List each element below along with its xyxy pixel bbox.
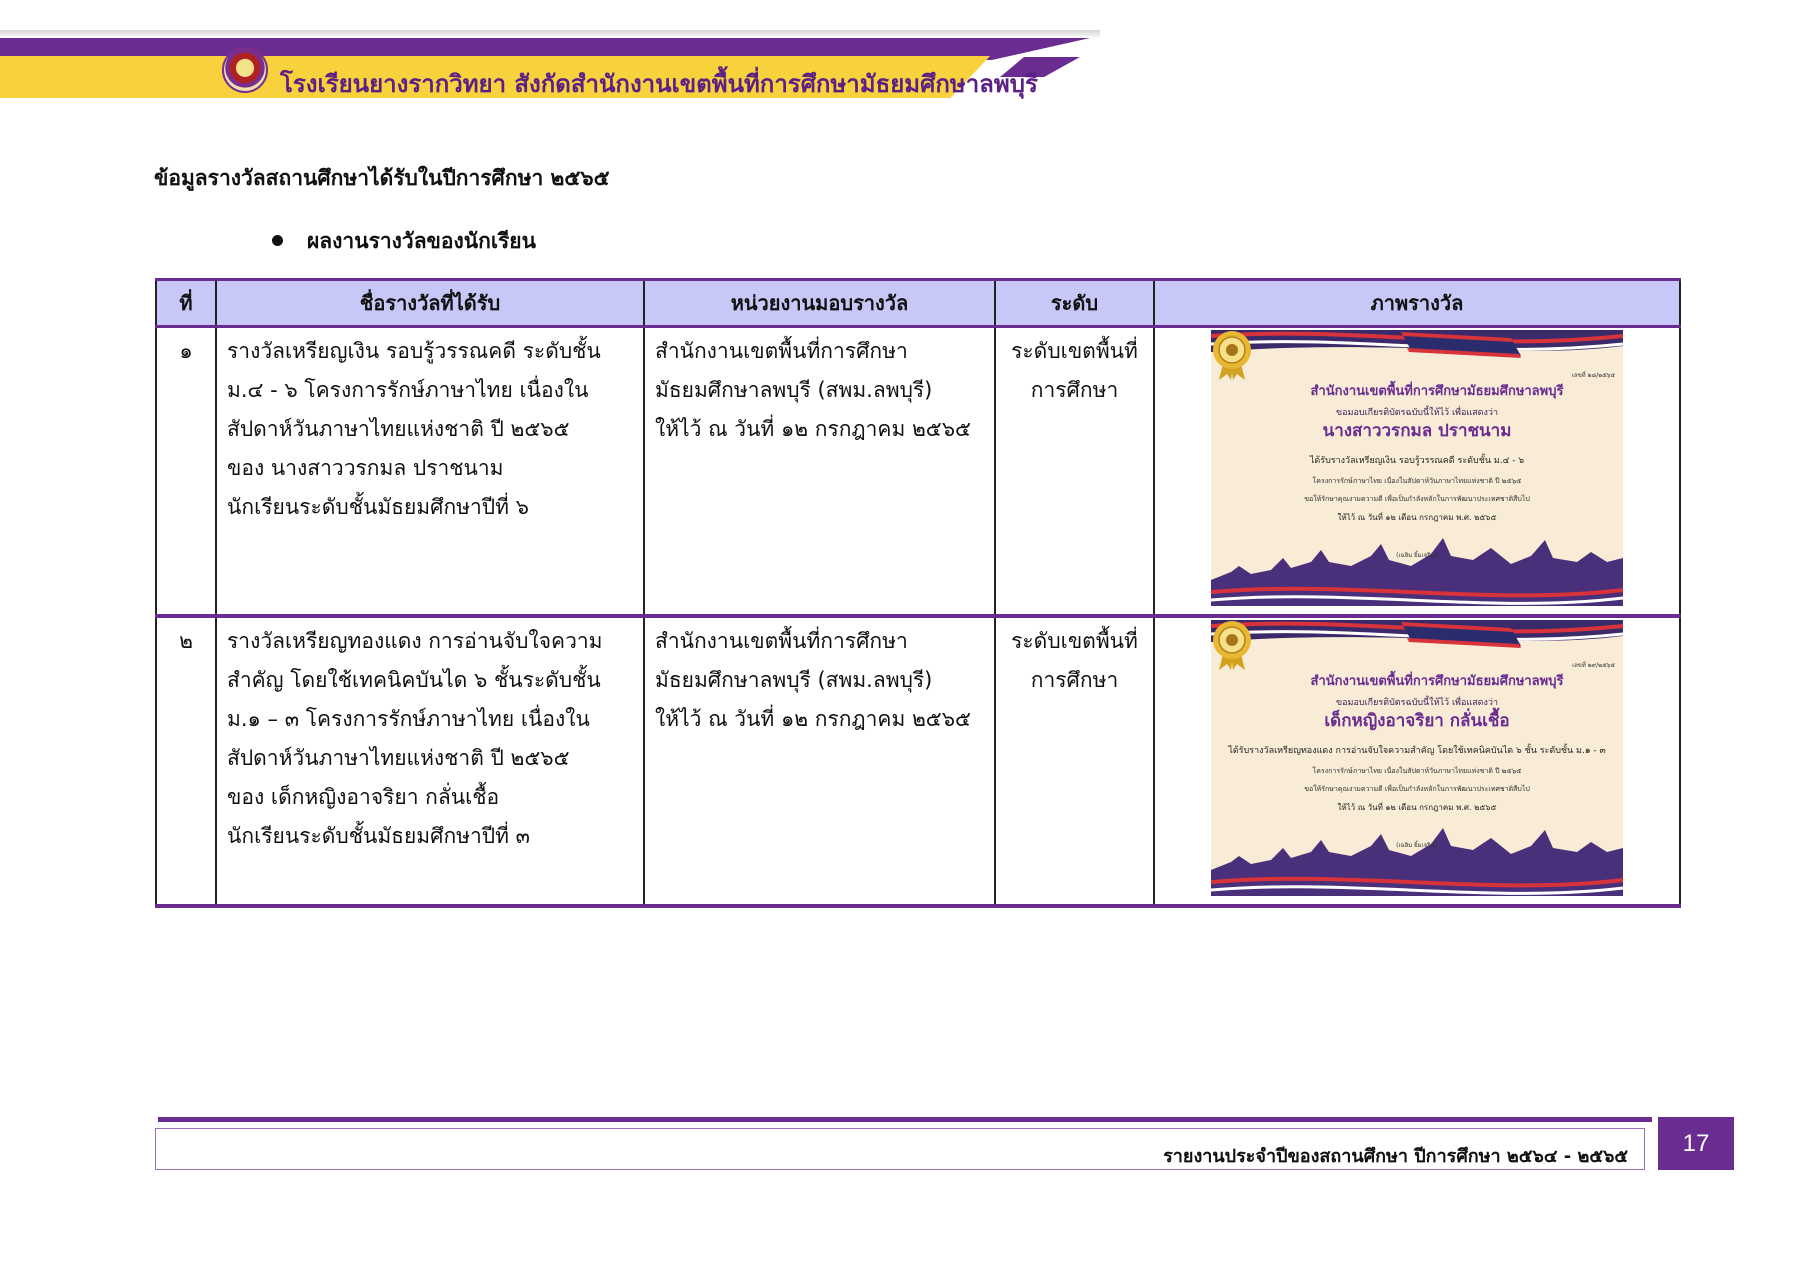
award-line: รางวัลเหรียญเงิน รอบรู้วรรณคดี ระดับชั้น	[227, 339, 601, 363]
agency-line: ให้ไว้ ณ วันที่ ๑๒ กรกฎาคม ๒๕๖๕	[655, 707, 971, 731]
bullet-heading: ผลงานรางวัลของนักเรียน	[307, 229, 536, 253]
award-line: นักเรียนระดับชั้นมัธยมศึกษาปีที่ ๖	[227, 495, 529, 519]
certificate-recipient: นางสาววรกมล ปราชนาม	[1322, 421, 1512, 441]
header-cell-number: ที่	[156, 280, 216, 327]
agency-line: สำนักงานเขตพื้นที่การศึกษา	[655, 629, 908, 653]
agency-cell	[644, 616, 995, 906]
award-line: รางวัลเหรียญทองแดง การอ่านจับใจความ	[227, 629, 603, 653]
award-line: สัปดาห์วันภาษาไทยแห่งชาติ ปี ๒๕๖๕	[227, 417, 570, 441]
award-line: ของ เด็กหญิงอาจริยา กลั่นเชื้อ	[227, 785, 500, 809]
school-title: โรงเรียนยางรากวิทยา สังกัดสำนักงานเขตพื้นที่การศึกษามัธยมศึกษาลพบุรี	[280, 69, 1038, 98]
table-header-row	[156, 280, 1680, 327]
agency-line: ให้ไว้ ณ วันที่ ๑๒ กรกฎาคม ๒๕๖๕	[655, 417, 971, 441]
header-cell-award: ชื่อรางวัลที่ได้รับ	[216, 280, 644, 327]
certificate-date: ให้ไว้ ณ วันที่ ๑๒ เดือน กรกฎาคม พ.ศ. ๒๕๖๕	[1337, 803, 1497, 812]
certificate-intro: ขอมอบเกียรติบัตรฉบับนี้ให้ไว้ เพื่อแสดงว่า	[1335, 698, 1498, 708]
award-name-cell	[216, 616, 644, 906]
certificate-intro: ขอมอบเกียรติบัตรฉบับนี้ให้ไว้ เพื่อแสดงว่า	[1335, 408, 1498, 418]
header-cell-agency: หน่วยงานมอบรางวัล	[644, 280, 995, 327]
certificate-wish: ขอให้รักษาคุณงามความดี เพื่อเป็นกำลังหลักในการพัฒนาประเทศชาติสืบไป	[1304, 495, 1530, 503]
header-shadow	[0, 30, 1100, 38]
award-line: ม.๔ - ๖ โครงการรักษ์ภาษาไทย เนื่องใน	[227, 378, 589, 402]
footer-box	[155, 1128, 1645, 1170]
level-cell	[995, 616, 1154, 906]
certificate-award: ได้รับรางวัลเหรียญเงิน รอบรู้วรรณคดี ระดับชั้น ม.๔ - ๖	[1309, 456, 1525, 466]
agency-line: มัธยมศึกษาลพบุรี (สพม.ลพบุรี)	[655, 378, 933, 402]
certificate-image-cell	[1154, 616, 1680, 906]
agency-line: สำนักงานเขตพื้นที่การศึกษา	[655, 339, 908, 363]
level-line: ระดับเขตพื้นที่	[1011, 629, 1138, 653]
certificate-org: สำนักงานเขตพื้นที่การศึกษามัธยมศึกษาลพบุรี	[1310, 674, 1564, 689]
level-line: การศึกษา	[1030, 378, 1119, 402]
level-line: ระดับเขตพื้นที่	[1011, 339, 1138, 363]
certificate-number: เลขที่ ๒๘/๒๕๖๕	[1571, 372, 1615, 379]
row-number: ๒	[156, 616, 216, 906]
table-row	[156, 327, 1680, 617]
certificate-wish: ขอให้รักษาคุณงามความดี เพื่อเป็นกำลังหลักในการพัฒนาประเทศชาติสืบไป	[1304, 785, 1530, 793]
certificate-recipient: เด็กหญิงอาจริยา กลั่นเชื้อ	[1324, 711, 1510, 731]
bullet-icon	[272, 235, 283, 246]
award-line: สำคัญ โดยใช้เทคนิคบันได ๖ ชั้นระดับชั้น	[227, 668, 601, 692]
certificate-image	[1211, 620, 1623, 896]
certificate-image	[1211, 330, 1623, 606]
award-name-cell	[216, 327, 644, 617]
footer-report-title: รายงานประจำปีของสถานศึกษา ปีการศึกษา ๒๕๖๔ - ๒๕๖๕	[1163, 1146, 1628, 1167]
certificate-number: เลขที่ ๒๙/๒๕๖๕	[1572, 662, 1615, 669]
table-row	[156, 616, 1680, 906]
certificate-image-cell	[1154, 327, 1680, 617]
award-line: ม.๑ – ๓ โครงการรักษ์ภาษาไทย เนื่องใน	[227, 707, 590, 731]
header-cell-level: ระดับ	[995, 280, 1154, 327]
award-line: นักเรียนระดับชั้นมัธยมศึกษาปีที่ ๓	[227, 824, 531, 848]
header-cell-image: ภาพรางวัล	[1154, 280, 1680, 327]
award-line: ของ นางสาววรกมล ปราชนาม	[227, 456, 504, 480]
awards-table	[155, 278, 1681, 908]
certificate-date: ให้ไว้ ณ วันที่ ๑๒ เดือน กรกฎาคม พ.ศ. ๒๕๖๕	[1337, 513, 1497, 522]
certificate-signer: (เฉลิม ยิ้มเจริญ)	[1396, 552, 1438, 559]
certificate-project: โครงการรักษ์ภาษาไทย เนื่องในสัปดาห์วันภาษาไทยแห่งชาติ ปี ๒๕๖๕	[1312, 767, 1522, 775]
award-line: สัปดาห์วันภาษาไทยแห่งชาติ ปี ๒๕๖๕	[227, 746, 570, 770]
certificate-project: โครงการรักษ์ภาษาไทย เนื่องในสัปดาห์วันภาษาไทยแห่งชาติ ปี ๒๕๖๕	[1312, 477, 1522, 485]
level-cell	[995, 327, 1154, 617]
agency-line: มัธยมศึกษาลพบุรี (สพม.ลพบุรี)	[655, 668, 933, 692]
certificate-award: ได้รับรางวัลเหรียญทองแดง การอ่านจับใจความสำคัญ โดยใช้เทคนิคบันได ๖ ชั้น ระดับชั้น ม.๑ - ๓	[1228, 746, 1606, 756]
agency-cell	[644, 327, 995, 617]
certificate-org: สำนักงานเขตพื้นที่การศึกษามัธยมศึกษาลพบุรี	[1310, 384, 1564, 399]
bullet-heading-line	[272, 225, 536, 258]
level-line: การศึกษา	[1030, 668, 1119, 692]
school-logo-icon	[222, 47, 268, 93]
section-title: ข้อมูลรางวัลสถานศึกษาได้รับในปีการศึกษา ๒๕๖๕	[154, 166, 610, 190]
footer-rule	[158, 1117, 1652, 1122]
certificate-signer: (เฉลิม ยิ้มเจริญ)	[1396, 842, 1438, 849]
row-number: ๑	[156, 327, 216, 617]
page-number: 17	[1658, 1117, 1734, 1170]
